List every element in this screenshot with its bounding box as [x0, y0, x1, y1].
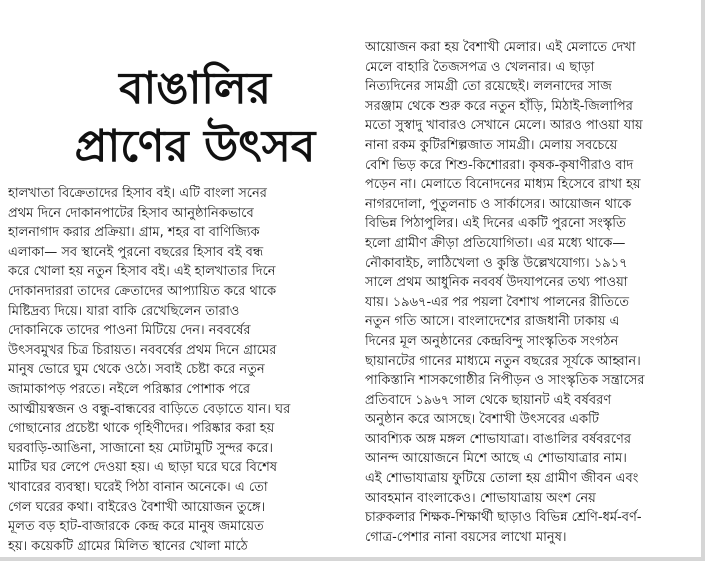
left-column-line: দোকানদাররা তাদের ক্রেতাদের আপ্যায়িত করে থাকে — [8, 283, 277, 299]
left-column-line: জামাকাপড় পরতে। নইলে পরিষ্কার পোশাক পরে — [8, 381, 250, 397]
left-column — [8, 184, 356, 556]
left-column-line: প্রথম দিনে দোকানপাটের হিসাব আনুষ্ঠানিকভাবে — [8, 205, 254, 221]
right-column-line: নানা রকম কুটিরশিল্পজাত সামগ্রী। মেলায় সবচেয়ে — [365, 137, 618, 153]
left-column-line: হয়। কয়েকটি গ্রামের মিলিত স্থানের খোলা মাঠে — [8, 538, 248, 554]
right-column-line: অনুষ্ঠান করে আসছে। বৈশাখী উৎসবের একটি — [365, 412, 599, 428]
left-column-line: গেল ঘরের কথা। বাইরেও বৈশাখী আয়োজন তুঙ্গে। — [8, 499, 266, 515]
right-column-line: পড়েন না। মেলাতে বিনোদনের মাধ্যম হিসেবে রাখা হয় — [365, 177, 641, 193]
article-title-line-2: প্রাণের উৎসব — [74, 121, 316, 172]
right-column-line: নাগরদোলা, পুতুলনাচ ও সার্কাসের। আয়োজন থাকে — [365, 196, 632, 212]
left-column-line: মাটির ঘর লেপে দেওয়া হয়। এ ছাড়া ঘরে ঘরে বিশেষ — [8, 460, 277, 476]
article-title — [60, 60, 330, 176]
right-column-line: নৌকাবাইচ, লাঠিখেলা ও কুস্তি উল্লেখযোগ্য। ১৯১৭ — [365, 255, 628, 271]
left-column-line: খাবারের ব্যবস্থা। ঘরেই পিঠা বানান অনেকে। এ তো — [8, 479, 268, 495]
left-column-line: হালখাতা বিক্রেতাদের হিসাব বই। এটি বাংলা সনের — [8, 186, 267, 201]
right-column-line: বিভিন্ন পিঠাপুলির। এই দিনের একটি পুরনো সংস্কৃতি — [365, 216, 626, 232]
right-column-line: দিনের মূল অনুষ্ঠানের কেন্দ্রবিন্দু সাংস্কৃতিক সংগঠন — [365, 333, 619, 349]
right-column-line: বেশি ভিড় করে শিশু-কিশোররা। কৃষক-কৃষাণীরাও বাদ — [365, 157, 634, 173]
left-column-line: মিষ্টিদ্রব্য দিয়ে। যারা বাকি রেখেছিলেন তারাও — [8, 303, 240, 319]
right-column-line: হলো গ্রামীণ ক্রীড়া প্রতিযোগিতা। এর মধ্যে থাকে— — [365, 235, 626, 251]
right-column-line: এই শোভাযাত্রায় ফুটিয়ে তোলা হয় গ্রামীণ জীবন এবং — [365, 471, 639, 487]
right-column-line: আনন্দ আয়োজনে মিশে আছে এ শোভাযাত্রার নাম। — [365, 451, 627, 467]
left-column-line: আত্মীয়স্বজন ও বন্ধু-বান্ধবের বাড়িতে বেড়াতে যান। ঘর — [8, 401, 291, 417]
right-column-line: আবহমান বাংলাকেও। শোভাযাত্রায় অংশ নেয় — [365, 490, 596, 506]
right-column-line: পাকিস্তানি শাসকগোষ্ঠীর নিপীড়ন ও সাংস্কৃতিক সন্ত্রাসের — [365, 373, 645, 389]
left-column-line: ঘরবাড়ি-আঙিনা, সাজানো হয় মোটামুটি সুন্দর করে। — [8, 440, 274, 456]
left-column-line: করে খোলা হয় নতুন হিসাব বই। এই হালখাতার দিনে — [8, 264, 276, 280]
left-column-line: মানুষ ভোরে ঘুম থেকে ওঠে। সবাই চেষ্টা করে নতুন — [8, 362, 265, 378]
right-column-line: সরঞ্জাম থেকে শুরু করে নতুন হাঁড়ি, মিঠাই-জিলাপির — [365, 98, 633, 114]
right-column-line: নতুন গতি আসে। বাংলাদেশের রাজধানী ঢাকায় এ — [365, 314, 620, 330]
right-column-line: সালে প্রথম আধুনিক নববর্ষ উদযাপনের তথ্য পাওয়া — [365, 275, 628, 291]
left-column-line: উৎসবমুখর চিত্র চিরায়ত। নববর্ষের প্রথম দিনে গ্রামের — [8, 342, 277, 358]
right-column-line: মতো সুস্বাদু খাবারও সেখানে মেলে। আরও পাওয়া যায় — [365, 118, 643, 134]
right-column-line: ছায়ানটের গানের মাধ্যমে নতুন বছরের সূর্যকে আহ্বান। — [365, 353, 641, 369]
right-column-line: প্রতিবাদে ১৯৬৭ সাল থেকে ছায়ানট এই বর্ষবরণ — [365, 392, 612, 408]
right-column-line: যায়। ১৯৬৭-এর পর পয়লা বৈশাখ পালনের রীতিতে — [365, 294, 630, 310]
right-column — [365, 38, 687, 547]
right-column-line: আবশ্যিক অঙ্গ মঙ্গল শোভাযাত্রা। বাঙালির বর্ষবরণের — [365, 431, 632, 447]
left-column-line: মূলত বড় হাট-বাজারকে কেন্দ্র করে মানুষ জমায়েত — [8, 519, 264, 535]
right-column-line: চারুকলার শিক্ষক-শিক্ষার্থী ছাড়াও বিভিন্ন শ্রেণি-ধর্ম-বর্ণ- — [365, 510, 642, 526]
right-column-line: মেলে বাহারি তৈজসপত্র ও খেলনার। এ ছাড়া — [365, 59, 595, 75]
left-column-line: এলাকা— সব স্থানেই পুরনো বছরের হিসাব বই বন্ধ — [8, 244, 264, 260]
left-column-line: হালনাগাদ করার প্রক্রিয়া। গ্রাম, শহর বা বাণিজ্যিক — [8, 225, 260, 241]
left-column-line: দোকানিকে তাদের পাওনা মিটিয়ে দেন। নববর্ষের — [8, 323, 251, 339]
right-column-line: নিত্যদিনের সামগ্রী তো রয়েছেই। ললনাদের সাজ — [365, 79, 612, 95]
right-column-line: আয়োজন করা হয় বৈশাখী মেলার। এই মেলাতে দেখা — [365, 40, 636, 55]
right-column-line: গোত্র-পেশার নানা বয়সের লাখো মানুষ। — [365, 529, 567, 545]
article-title-line-1: বাঙালির — [119, 63, 271, 114]
left-column-line: গোছানোর প্রচেষ্টা থাকে গৃহিণীদের। পরিষ্কার করা হয় — [8, 421, 275, 437]
